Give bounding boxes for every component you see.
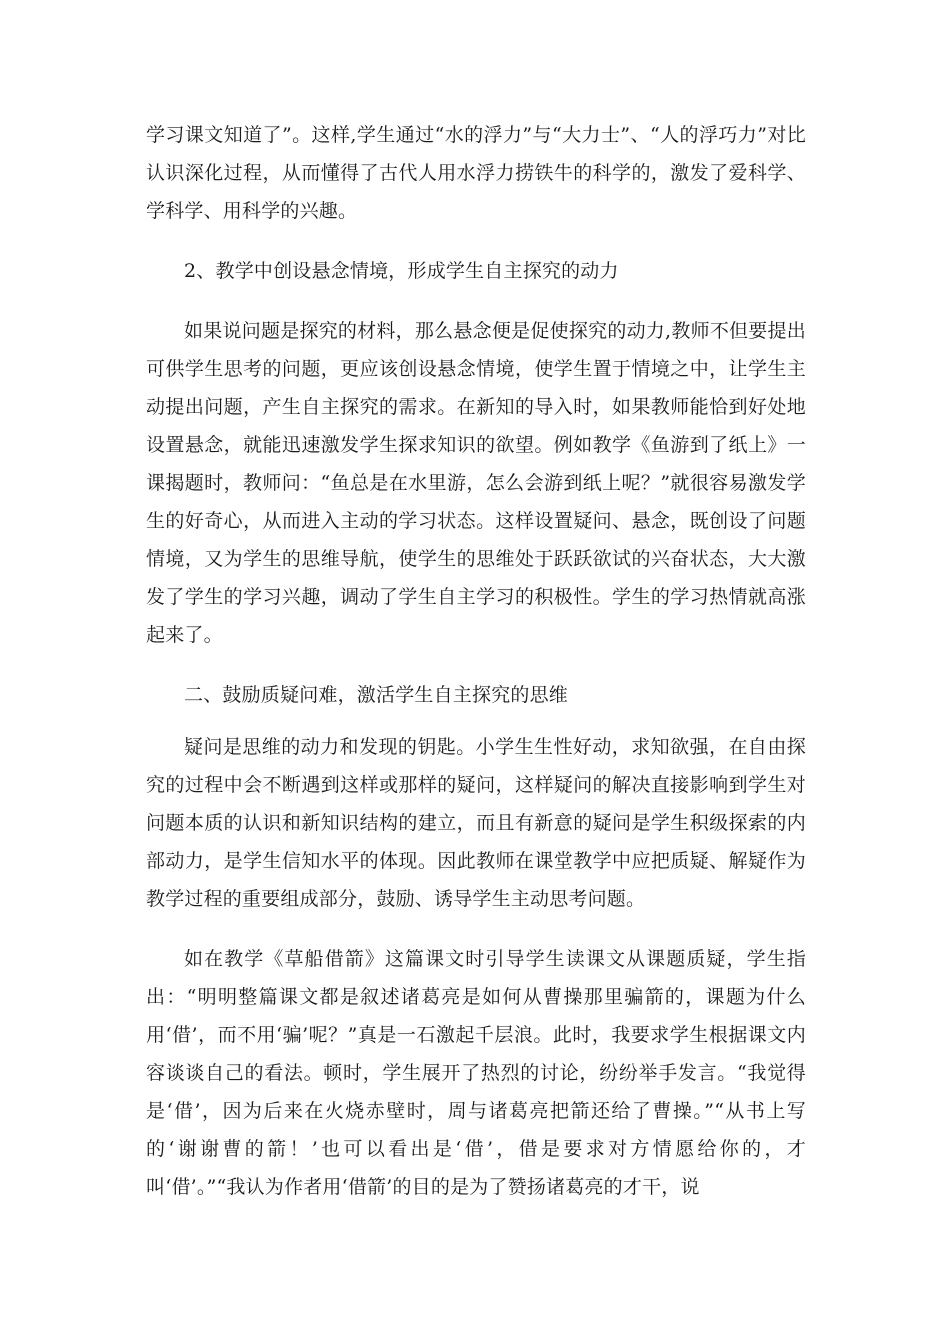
section-heading-suspense: 2、教学中创设悬念情境，形成学生自主探究的动力 <box>184 260 619 282</box>
section-heading-questioning: 二、鼓励质疑问难，激活学生自主探究的思维 <box>184 684 569 706</box>
paragraph-questioning: 疑问是思维的动力和发现的钥匙。小学生生性好动，求知欲强，在自由探究的过程中会不断遇到这样或那样的疑问，这样疑问的解决直接影响到学生对问题本质的认识和新知识结构的建立，而且有新意的疑问是学生积级探索的内部动力，是学生信知水平的体现。因此教师在课堂教学中应把质疑、解疑作为教学过程的重要组成部分，鼓励、诱导学生主动思考问题。 <box>146 736 806 910</box>
paragraph-intro-continuation: 学习课文知道了”。这样,学生通过“水的浮力”与“大力士”、“人的浮巧力”对比认识深化过程，从而懂得了古代人用水浮力捞铁牛的科学的，激发了爱科学、学科学、用科学的兴趣。 <box>146 124 806 222</box>
paragraph-example-caochuan: 如在教学《草船借箭》这篇课文时引导学生读课文从课题质疑，学生指出：“明明整篇课文都是叙述诸葛亮是如何从曹操那里骗箭的，课题为什么用‘借’，而不用‘骗’呢？”真是一石激起千层浪。此时，我要求学生根据课文内容谈谈自己的看法。顿时，学生展开了热烈的讨论，纷纷举手发言。“我觉得是‘借’，因为后来在火烧赤壁时，周与诸葛亮把箭还给了曹操。”“从书上写的‘谢谢曹的箭！’也可以看出是‘借’，借是要求对方情愿给你的，才叫‘借’。”“我认为作者用‘借箭’的目的是为了赞扬诸葛亮的才干，说 <box>146 948 806 1198</box>
paragraph-suspense: 如果说问题是探究的材料，那么悬念便是促使探究的动力,教师不但要提出可供学生思考的问题，更应该创设悬念情境，使学生置于情境之中，让学生主动提出问题，产生自主探究的需求。在新知的导入时，如果教师能恰到好处地设置悬念，就能迅速激发学生探求知识的欲望。例如教学《鱼游到了纸上》一课揭题时，教师问：“鱼总是在水里游，怎么会游到纸上呢？”就很容易激发学生的好奇心，从而进入主动的学习状态。这样设置疑问、悬念，既创设了问题情境，又为学生的思维导航，使学生的思维处于跃跃欲试的兴奋状态，大大激发了学生的学习兴趣，调动了学生自主学习的积极性。学生的学习热情就高涨起来了。 <box>146 320 806 646</box>
document-page <box>146 116 806 1206</box>
